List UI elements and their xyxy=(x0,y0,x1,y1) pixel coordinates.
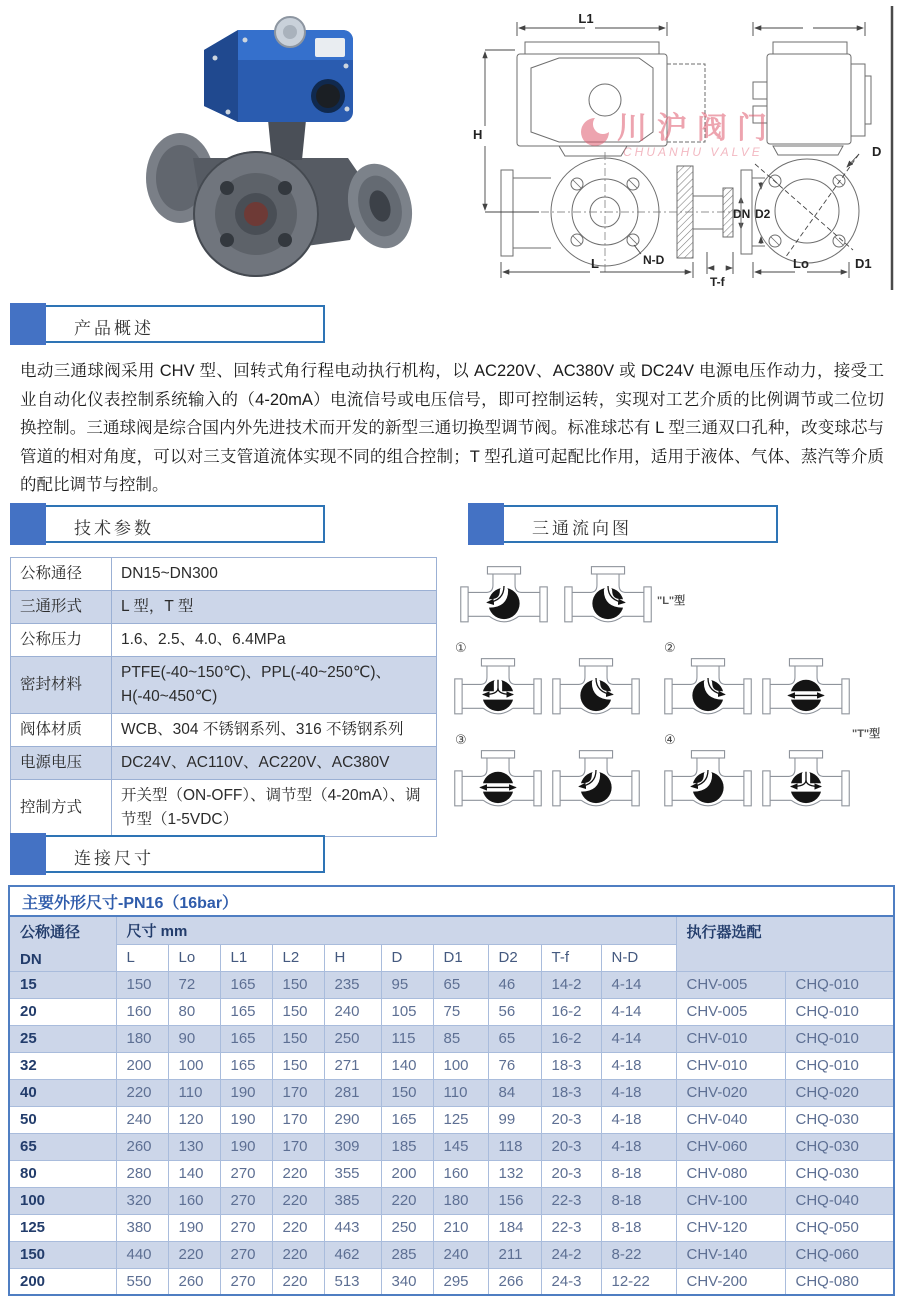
dim-label-d: D xyxy=(872,144,882,159)
dim-cell: 220 xyxy=(272,1187,324,1214)
dim-cell: 145 xyxy=(433,1133,488,1160)
dim-label-d1: D1 xyxy=(855,256,872,271)
dim-cell: 180 xyxy=(116,1025,168,1052)
valve-flow-diagram-t4a xyxy=(662,744,754,818)
product-photo xyxy=(118,6,453,290)
dim-cell: 550 xyxy=(116,1268,168,1295)
dim-cell: CHQ-010 xyxy=(785,1025,894,1052)
dim-cell: 240 xyxy=(324,998,381,1025)
dim-cell: 240 xyxy=(433,1241,488,1268)
dim-cell: 385 xyxy=(324,1187,381,1214)
dim-cell: 220 xyxy=(272,1241,324,1268)
dim-cell: 240 xyxy=(116,1106,168,1133)
dim-label-tf: T-f xyxy=(710,275,725,289)
header-dim-lo: Lo xyxy=(168,944,220,971)
tech-param-row xyxy=(11,624,437,657)
dim-cell: 380 xyxy=(116,1214,168,1241)
dim-cell: CHQ-060 xyxy=(785,1241,894,1268)
dim-cell: 120 xyxy=(168,1106,220,1133)
dim-cell: 110 xyxy=(168,1079,220,1106)
dim-cell: 24-3 xyxy=(541,1268,601,1295)
dim-cell: 220 xyxy=(168,1241,220,1268)
dim-cell: 140 xyxy=(168,1160,220,1187)
dim-cell: 150 xyxy=(272,998,324,1025)
dimension-row xyxy=(9,971,894,998)
dn-cell: 200 xyxy=(9,1268,116,1295)
dim-cell: 165 xyxy=(220,998,272,1025)
param-value: DN15~DN300 xyxy=(112,558,437,591)
dim-cell: 100 xyxy=(433,1052,488,1079)
dim-cell: 22-3 xyxy=(541,1214,601,1241)
header-dim-d2: D2 xyxy=(488,944,541,971)
header-actuator-group: 执行器选配 xyxy=(676,916,894,971)
dim-cell: 295 xyxy=(433,1268,488,1295)
dim-cell: 18-3 xyxy=(541,1079,601,1106)
valve-flow-diagram-l1 xyxy=(458,560,550,634)
dimension-row xyxy=(9,998,894,1025)
section-title: 三通流向图 xyxy=(532,519,632,538)
dim-cell: CHQ-030 xyxy=(785,1106,894,1133)
header-size-group: 尺寸 mm xyxy=(116,916,676,944)
header-dn-column xyxy=(9,916,116,971)
dim-cell: 14-2 xyxy=(541,971,601,998)
param-value: 1.6、2.5、4.0、6.4MPa xyxy=(112,624,437,657)
dim-cell: 72 xyxy=(168,971,220,998)
dim-cell: 150 xyxy=(272,971,324,998)
header-dim-d: D xyxy=(381,944,433,971)
section-header-dimensions xyxy=(10,833,325,875)
dim-label-h: H xyxy=(473,127,483,142)
dim-label-dn: DN xyxy=(733,207,751,221)
dim-cell: 281 xyxy=(324,1079,381,1106)
dimension-row xyxy=(9,1079,894,1106)
dim-cell: 4-14 xyxy=(601,971,676,998)
dim-cell: 125 xyxy=(433,1106,488,1133)
dn-cell: 15 xyxy=(9,971,116,998)
dim-cell: 20-3 xyxy=(541,1133,601,1160)
dim-cell: 150 xyxy=(272,1052,324,1079)
flow-group-4-number: ④ xyxy=(664,732,676,747)
dim-cell: CHQ-080 xyxy=(785,1268,894,1295)
dim-cell: 118 xyxy=(488,1133,541,1160)
dim-cell: 190 xyxy=(168,1214,220,1241)
dim-cell: 309 xyxy=(324,1133,381,1160)
dim-cell: 462 xyxy=(324,1241,381,1268)
dim-label-l1: L1 xyxy=(578,11,594,26)
dim-cell: 290 xyxy=(324,1106,381,1133)
param-label: 三通形式 xyxy=(11,591,112,624)
tech-param-row xyxy=(11,657,437,714)
param-value: L 型，T 型 xyxy=(112,591,437,624)
dn-cell: 125 xyxy=(9,1214,116,1241)
dim-cell: 75 xyxy=(433,998,488,1025)
dim-cell: 85 xyxy=(433,1025,488,1052)
dim-cell: 24-2 xyxy=(541,1241,601,1268)
section-title: 产品概述 xyxy=(74,319,154,338)
dim-cell: CHV-010 xyxy=(676,1052,785,1079)
dim-cell: 180 xyxy=(433,1187,488,1214)
dim-cell: CHQ-030 xyxy=(785,1133,894,1160)
dim-cell: 260 xyxy=(116,1133,168,1160)
valve-flow-diagram-t2a xyxy=(662,652,754,726)
dim-cell: 440 xyxy=(116,1241,168,1268)
section-header-square xyxy=(10,503,46,545)
param-value: DC24V、AC110V、AC220V、AC380V xyxy=(112,747,437,780)
dim-cell: 165 xyxy=(220,1025,272,1052)
dn-cell: 40 xyxy=(9,1079,116,1106)
dim-cell: CHV-120 xyxy=(676,1214,785,1241)
dim-cell: 250 xyxy=(324,1025,381,1052)
flow-group-1-number: ① xyxy=(455,640,467,655)
valve-photo-illustration xyxy=(118,6,453,290)
dn-cell: 50 xyxy=(9,1106,116,1133)
dim-cell: CHV-005 xyxy=(676,998,785,1025)
dimension-row xyxy=(9,1241,894,1268)
dim-cell: 266 xyxy=(488,1268,541,1295)
dimension-row xyxy=(9,1160,894,1187)
tech-param-row xyxy=(11,558,437,591)
dim-cell: CHV-010 xyxy=(676,1025,785,1052)
flow-group-2-number: ② xyxy=(664,640,676,655)
dim-cell: CHV-020 xyxy=(676,1079,785,1106)
dim-cell: CHQ-040 xyxy=(785,1187,894,1214)
dim-cell: 190 xyxy=(220,1106,272,1133)
dim-cell: 443 xyxy=(324,1214,381,1241)
valve-flow-diagram-t3a xyxy=(452,744,544,818)
dimension-row xyxy=(9,1025,894,1052)
dim-cell: 513 xyxy=(324,1268,381,1295)
dim-cell: 4-18 xyxy=(601,1133,676,1160)
dim-cell: 160 xyxy=(168,1187,220,1214)
header-dim-tf: T-f xyxy=(541,944,601,971)
dim-cell: 22-3 xyxy=(541,1187,601,1214)
dim-cell: 76 xyxy=(488,1052,541,1079)
dim-cell: 220 xyxy=(272,1268,324,1295)
dim-cell: 150 xyxy=(116,971,168,998)
dim-cell: 355 xyxy=(324,1160,381,1187)
section-header-flow xyxy=(468,503,778,545)
section-header-square xyxy=(10,303,46,345)
dim-label-l: L xyxy=(591,256,599,271)
header-dim-d1: D1 xyxy=(433,944,488,971)
dim-cell: 4-14 xyxy=(601,998,676,1025)
dim-cell: CHQ-030 xyxy=(785,1160,894,1187)
dim-cell: 8-18 xyxy=(601,1160,676,1187)
tech-params-table xyxy=(10,557,437,837)
header-dim-nd: N-D xyxy=(601,944,676,971)
flow-group-3-number: ③ xyxy=(455,732,467,747)
technical-drawing xyxy=(455,6,895,290)
dim-cell: CHQ-010 xyxy=(785,998,894,1025)
dimension-row xyxy=(9,1133,894,1160)
dim-cell: 270 xyxy=(220,1268,272,1295)
dn-cell: 80 xyxy=(9,1160,116,1187)
dim-cell: 150 xyxy=(381,1079,433,1106)
section-header-square xyxy=(468,503,504,545)
flow-type-t-label: "T"型 xyxy=(852,728,881,740)
param-label: 密封材料 xyxy=(11,657,112,714)
dim-cell: 110 xyxy=(433,1079,488,1106)
dim-cell: 140 xyxy=(381,1052,433,1079)
dim-cell: 235 xyxy=(324,971,381,998)
flow-diagram-area xyxy=(452,500,900,830)
dim-cell: CHV-080 xyxy=(676,1160,785,1187)
param-value: PTFE(-40~150℃)、PPL(-40~250℃)、H(-40~450℃) xyxy=(112,657,437,714)
dim-cell: 4-18 xyxy=(601,1079,676,1106)
section-header-square xyxy=(10,833,46,875)
dim-cell: 65 xyxy=(488,1025,541,1052)
dn-cell: 32 xyxy=(9,1052,116,1079)
valve-flow-diagram-l2 xyxy=(562,560,654,634)
dim-cell: 200 xyxy=(381,1160,433,1187)
watermark-cn: 川沪阀门 xyxy=(617,112,777,145)
dimension-row xyxy=(9,1214,894,1241)
dim-cell: 99 xyxy=(488,1106,541,1133)
dn-cell: 150 xyxy=(9,1241,116,1268)
dim-cell: CHV-200 xyxy=(676,1268,785,1295)
dim-cell: 16-2 xyxy=(541,1025,601,1052)
section-header-overview xyxy=(10,303,325,345)
dim-cell: 4-18 xyxy=(601,1106,676,1133)
dim-cell: 210 xyxy=(433,1214,488,1241)
dim-cell: 165 xyxy=(220,1052,272,1079)
dim-cell: 18-3 xyxy=(541,1052,601,1079)
section-title: 技术参数 xyxy=(74,519,154,538)
dim-cell: 340 xyxy=(381,1268,433,1295)
section-header-box xyxy=(12,305,325,343)
watermark xyxy=(581,111,777,159)
dimensions-table xyxy=(8,885,895,1296)
dim-cell: 100 xyxy=(168,1052,220,1079)
header-dn-line2: DN xyxy=(20,951,42,968)
watermark-en: CHUANHU VALVE xyxy=(623,145,763,159)
dim-cell: 280 xyxy=(116,1160,168,1187)
dn-cell: 25 xyxy=(9,1025,116,1052)
dim-cell: 320 xyxy=(116,1187,168,1214)
dim-label-lo: Lo xyxy=(793,256,809,271)
dn-cell: 100 xyxy=(9,1187,116,1214)
dim-cell: 185 xyxy=(381,1133,433,1160)
param-label: 电源电压 xyxy=(11,747,112,780)
dim-label-nd: N-D xyxy=(643,253,665,267)
dn-cell: 65 xyxy=(9,1133,116,1160)
dim-cell: 270 xyxy=(220,1214,272,1241)
dim-cell: 95 xyxy=(381,971,433,998)
dimensions-table-title: 主要外形尺寸-PN16（16bar） xyxy=(9,886,894,916)
tech-param-row xyxy=(11,747,437,780)
overview-paragraph: 电动三通球阀采用 CHV 型、回转式角行程电动执行机构，以 AC220V、AC380V 或 DC24V 电源电压作动力，接受工业自动化仪表控制系统输入的（4-20mA）电流信号或电压信号，即可控制运转，实现对工艺介质的比例调节或二位切换控制。三通球阀是综合国内外先进技术而开发的新型三通切换型调节阀。标准球芯有 L 型三通双口孔种，改变球芯与管道的相对角度，可以对三支管道流体实现不同的组合控制；T 型孔道可起配比作用，适用于液体、气体、蒸汽等介质的配比调节与控制。 xyxy=(20,362,884,494)
dim-cell: 8-18 xyxy=(601,1187,676,1214)
dim-cell: CHV-040 xyxy=(676,1106,785,1133)
dim-cell: 84 xyxy=(488,1079,541,1106)
dim-cell: 200 xyxy=(116,1052,168,1079)
dim-cell: CHQ-020 xyxy=(785,1079,894,1106)
dim-cell: 90 xyxy=(168,1025,220,1052)
dim-cell: 20-3 xyxy=(541,1106,601,1133)
dim-cell: 115 xyxy=(381,1025,433,1052)
dim-cell: 46 xyxy=(488,971,541,998)
dim-cell: 270 xyxy=(220,1241,272,1268)
dim-cell: 220 xyxy=(272,1160,324,1187)
dim-cell: 4-18 xyxy=(601,1052,676,1079)
dim-cell: 130 xyxy=(168,1133,220,1160)
dim-cell: 150 xyxy=(272,1025,324,1052)
header-dim-h: H xyxy=(324,944,381,971)
param-label: 公称通径 xyxy=(11,558,112,591)
dim-cell: 165 xyxy=(220,971,272,998)
param-value: WCB、304 不锈钢系列、316 不锈钢系列 xyxy=(112,714,437,747)
dim-cell: CHV-140 xyxy=(676,1241,785,1268)
dim-cell: CHQ-010 xyxy=(785,1052,894,1079)
dim-cell: 20-3 xyxy=(541,1160,601,1187)
dim-cell: 4-14 xyxy=(601,1025,676,1052)
dim-cell: CHV-005 xyxy=(676,971,785,998)
param-label: 阀体材质 xyxy=(11,714,112,747)
dim-cell: 160 xyxy=(116,998,168,1025)
dim-cell: 156 xyxy=(488,1187,541,1214)
valve-flow-diagram-t4b xyxy=(760,744,852,818)
dim-cell: 220 xyxy=(381,1187,433,1214)
tech-param-row xyxy=(11,591,437,624)
dim-cell: 170 xyxy=(272,1133,324,1160)
header-dim-l1: L1 xyxy=(220,944,272,971)
dimension-row xyxy=(9,1268,894,1295)
dim-cell: 260 xyxy=(168,1268,220,1295)
dimension-row xyxy=(9,1052,894,1079)
dim-cell: 270 xyxy=(220,1187,272,1214)
dim-cell: 105 xyxy=(381,998,433,1025)
section-header-tech-params xyxy=(10,503,325,545)
dim-cell: 285 xyxy=(381,1241,433,1268)
dim-cell: 16-2 xyxy=(541,998,601,1025)
dim-cell: 12-22 xyxy=(601,1268,676,1295)
param-value: 开关型（ON-OFF）、调节型（4-20mA）、调节型（1-5VDC） xyxy=(112,780,437,837)
section-title: 连接尺寸 xyxy=(74,849,154,868)
dim-cell: 160 xyxy=(433,1160,488,1187)
dim-cell: 220 xyxy=(116,1079,168,1106)
dn-cell: 20 xyxy=(9,998,116,1025)
dim-cell: CHV-100 xyxy=(676,1187,785,1214)
dim-cell: 165 xyxy=(381,1106,433,1133)
dimension-row xyxy=(9,1106,894,1133)
valve-flow-diagram-t3b xyxy=(550,744,642,818)
dim-cell: 65 xyxy=(433,971,488,998)
dim-cell: 8-18 xyxy=(601,1214,676,1241)
flow-type-l-label: "L"型 xyxy=(657,595,686,607)
dim-cell: 271 xyxy=(324,1052,381,1079)
dim-cell: CHQ-050 xyxy=(785,1214,894,1241)
dim-cell: 270 xyxy=(220,1160,272,1187)
valve-flow-diagram-t2b xyxy=(760,652,852,726)
tech-param-row xyxy=(11,714,437,747)
dim-cell: 80 xyxy=(168,998,220,1025)
param-label: 控制方式 xyxy=(11,780,112,837)
dim-label-d2: D2 xyxy=(755,207,771,221)
dim-cell: 190 xyxy=(220,1133,272,1160)
header-dim-l2: L2 xyxy=(272,944,324,971)
dim-cell: 170 xyxy=(272,1106,324,1133)
tech-param-row xyxy=(11,780,437,837)
dim-cell: 132 xyxy=(488,1160,541,1187)
param-label: 公称压力 xyxy=(11,624,112,657)
dim-cell: CHQ-010 xyxy=(785,971,894,998)
dim-cell: CHV-060 xyxy=(676,1133,785,1160)
dim-cell: 170 xyxy=(272,1079,324,1106)
dimension-row xyxy=(9,1187,894,1214)
section-header-box xyxy=(12,835,325,873)
dim-cell: 211 xyxy=(488,1241,541,1268)
dim-cell: 8-22 xyxy=(601,1241,676,1268)
valve-flow-diagram-t1b xyxy=(550,652,642,726)
dim-cell: 190 xyxy=(220,1079,272,1106)
header-dn-line1: 公称通径 xyxy=(20,924,81,941)
header-dim-l: L xyxy=(116,944,168,971)
dim-cell: 184 xyxy=(488,1214,541,1241)
section-header-box xyxy=(12,505,325,543)
dim-cell: 220 xyxy=(272,1214,324,1241)
valve-flow-diagram-t1a xyxy=(452,652,544,726)
dim-cell: 56 xyxy=(488,998,541,1025)
dim-cell: 250 xyxy=(381,1214,433,1241)
